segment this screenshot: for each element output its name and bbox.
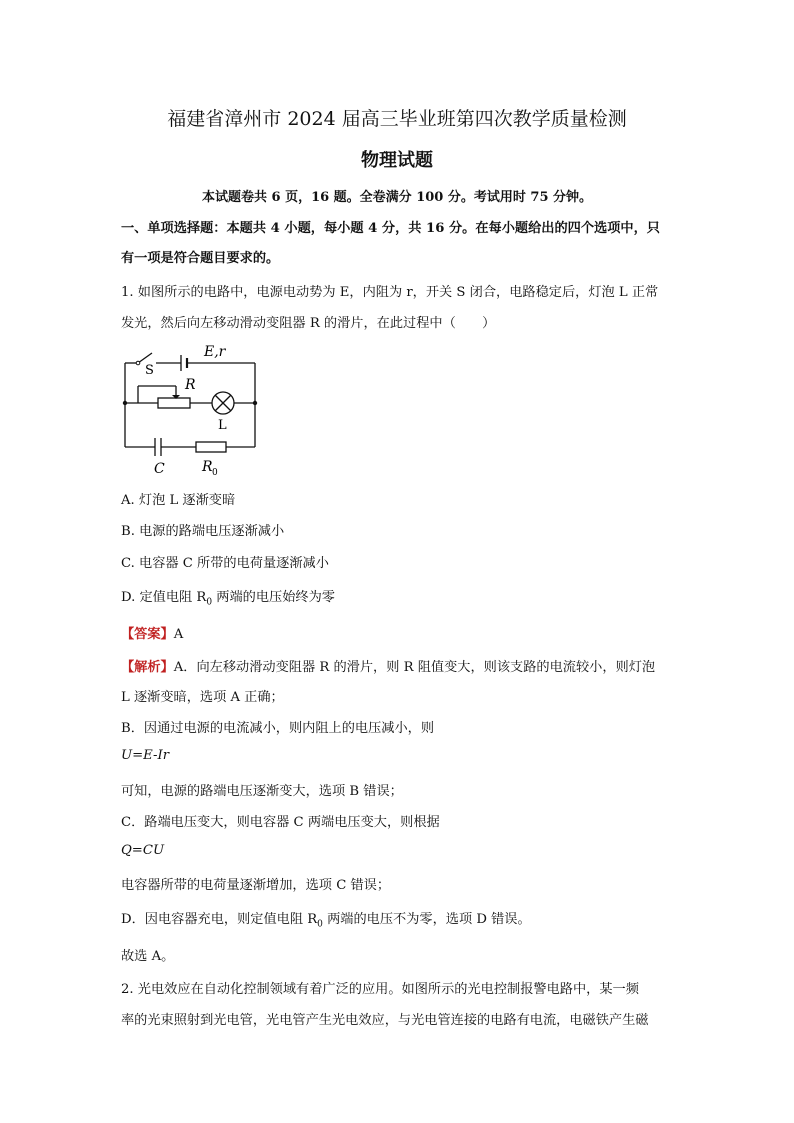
analysis-line7 xyxy=(121,908,531,930)
analysis-line4: 可知，电源的路端电压逐渐变大，选项 B 错误； xyxy=(121,784,403,799)
option-d-text-end: 两端的电压始终为零 xyxy=(212,590,335,605)
section-heading-line1: 一、单项选择题：本题共 4 小题，每小题 4 分，共 16 分。在每小题给出的四个选项中，只 xyxy=(121,221,660,236)
junction-left xyxy=(123,401,127,405)
label-C: C xyxy=(154,461,165,477)
q1-option-b: B. 电源的路端电压逐渐减小 xyxy=(121,524,285,539)
junction-right xyxy=(253,401,257,405)
analysis-line8: 故选 A。 xyxy=(121,949,175,964)
answer-tag: 【答案】 xyxy=(121,627,174,642)
q1-stem-line2: 发光，然后向左移动滑动变阻器 R 的滑片，在此过程中（ ） xyxy=(121,316,496,331)
label-R: R xyxy=(185,377,196,393)
analysis-tag: 【解析】 xyxy=(121,660,174,675)
rheostat-body xyxy=(158,398,190,408)
label-Er: E,r xyxy=(204,344,226,360)
label-S: S xyxy=(145,363,154,378)
analysis-line7-text-end: 两端的电压不为零，选项 D 错误。 xyxy=(322,912,531,927)
switch-blade xyxy=(138,353,152,363)
label-L: L xyxy=(218,418,227,433)
option-d-text: D. 定值电阻 R xyxy=(121,590,207,605)
section-heading-line2: 有一项是符合题目要求的。 xyxy=(121,251,280,266)
q1-option-d xyxy=(121,586,335,608)
q2-stem-line2: 率的光束照射到光电管，光电管产生光电效应，与光电管连接的电路有电流，电磁铁产生磁 xyxy=(121,1013,649,1028)
label-R0-subscript: 0 xyxy=(212,468,218,478)
equation-1: U=E-Ir xyxy=(121,748,170,763)
label-R0: R xyxy=(202,459,213,475)
analysis-line2: L 逐渐变暗，选项 A 正确； xyxy=(121,690,284,705)
analysis-line7-text: D．因电容器充电，则定值电阻 R xyxy=(121,912,318,927)
q2-stem-line1: 2. 光电效应在自动化控制领域有着广泛的应用。如图所示的光电控制报警电路中，某一频 xyxy=(121,982,639,997)
exam-info: 本试题卷共 6 页，16 题。全卷满分 100 分。考试用时 75 分钟。 xyxy=(201,190,593,205)
q1-stem-line1: 1. 如图所示的电路中，电源电动势为 E，内阻为 r，开关 S 闭合，电路稳定后，灯泡 L 正常 xyxy=(121,285,659,300)
option-d-subscript: 0 xyxy=(206,597,213,608)
analysis-text: A．向左移动滑动变阻器 R 的滑片，则 R 阻值变大，则该支路的电流较小，则灯泡 xyxy=(173,660,656,675)
circuit-diagram xyxy=(118,340,268,480)
q1-option-a: A. 灯泡 L 逐渐变暗 xyxy=(121,493,236,508)
analysis-line5: C．路端电压变大，则电容器 C 两端电压变大，则根据 xyxy=(121,815,440,830)
analysis-line1 xyxy=(121,656,655,675)
r0-resistor-body xyxy=(196,442,226,452)
q1-answer xyxy=(121,623,183,642)
equation-2: Q=CU xyxy=(121,843,165,858)
analysis-line6: 电容器所带的电荷量逐渐增加，选项 C 错误； xyxy=(121,878,391,893)
analysis-line3: B．因通过电源的电流减小，则内阻上的电压减小，则 xyxy=(121,721,435,736)
analysis-line7-subscript: 0 xyxy=(317,919,323,930)
q1-option-c: C. 电容器 C 所带的电荷量逐渐减小 xyxy=(121,556,329,571)
page-title: 福建省漳州市 2024 届高三毕业班第四次教学质量检测 xyxy=(167,108,627,130)
answer-value: A xyxy=(173,627,184,642)
page-subtitle: 物理试题 xyxy=(361,150,433,171)
